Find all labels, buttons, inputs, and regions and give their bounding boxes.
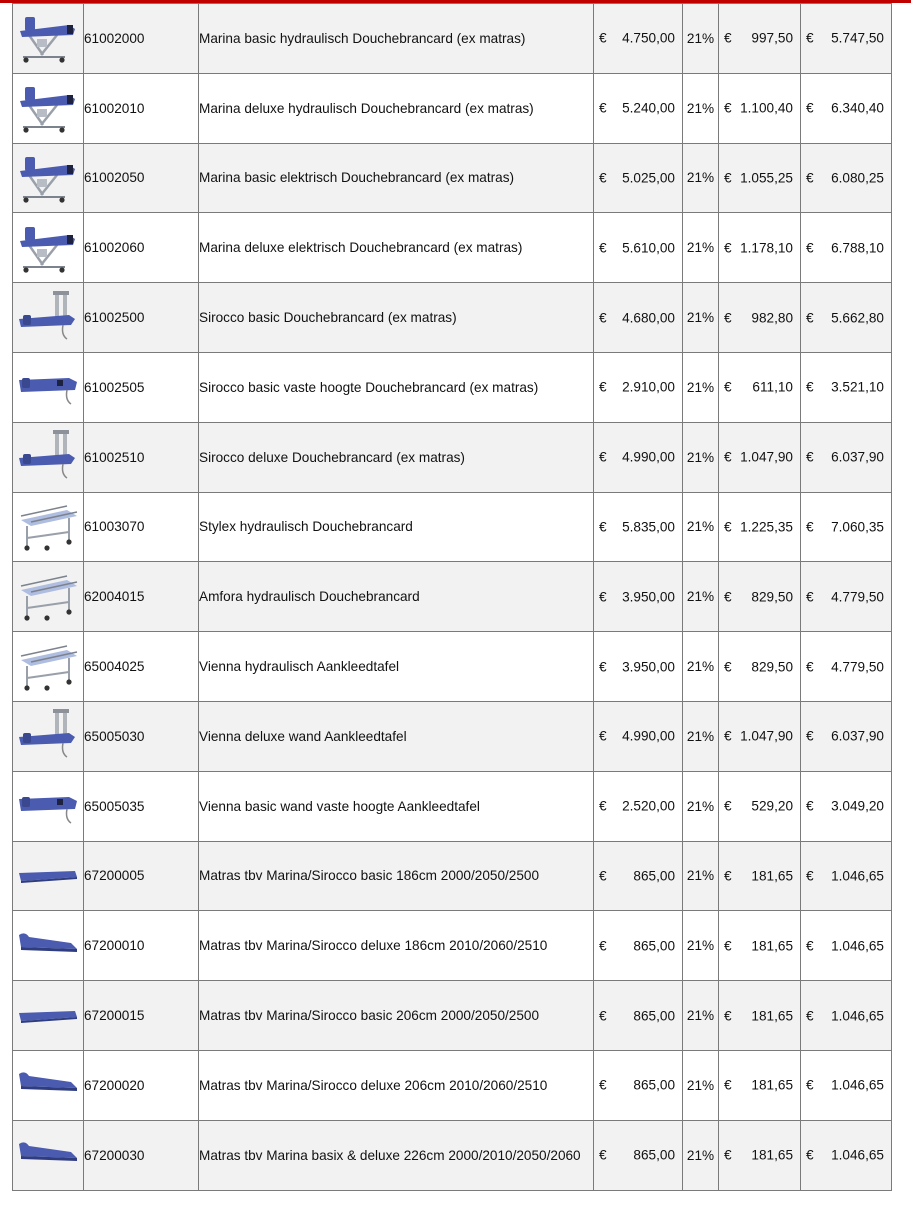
- table-row: [13, 283, 892, 353]
- price-excl-vat: [594, 422, 683, 492]
- currency-symbol: €: [806, 100, 814, 116]
- price-excl-vat: [594, 4, 683, 74]
- vat-amount: 829,50: [751, 589, 793, 605]
- price-excl-vat: [594, 73, 683, 143]
- table-row: [13, 492, 892, 562]
- product-description: Marina basic hydraulisch Douchebrancard (ex matras): [199, 4, 594, 74]
- price-incl-vat: [801, 701, 892, 771]
- article-code: 67200010: [84, 911, 199, 981]
- stretcher-hydraulic-icon: [13, 149, 83, 207]
- price-incl-vat: [801, 4, 892, 74]
- table-row: [13, 1120, 892, 1190]
- currency-symbol: €: [724, 589, 732, 605]
- currency-symbol: €: [599, 798, 607, 814]
- currency-symbol: €: [599, 728, 607, 744]
- currency-symbol: €: [599, 240, 607, 256]
- price-excl-vat: [594, 981, 683, 1051]
- vat-amount-cell: [719, 911, 801, 981]
- currency-symbol: €: [806, 868, 814, 884]
- product-image-cell: [13, 143, 84, 213]
- article-code: 65005035: [84, 771, 199, 841]
- currency-symbol: €: [599, 519, 607, 535]
- product-description: Vienna basic wand vaste hoogte Aankleedtafel: [199, 771, 594, 841]
- vat-amount-cell: [719, 1050, 801, 1120]
- currency-symbol: €: [599, 589, 607, 605]
- table-row: [13, 562, 892, 632]
- currency-symbol: €: [806, 310, 814, 326]
- currency-symbol: €: [806, 379, 814, 395]
- product-image-cell: [13, 841, 84, 911]
- vat-amount: 1.047,90: [740, 728, 793, 744]
- vat-amount: 1.055,25: [740, 170, 793, 186]
- currency-symbol: €: [599, 449, 607, 465]
- vat-amount: 181,65: [751, 1077, 793, 1093]
- price-excl-vat: [594, 283, 683, 353]
- currency-symbol: €: [599, 30, 607, 46]
- article-code: 67200030: [84, 1120, 199, 1190]
- currency-symbol: €: [724, 310, 732, 326]
- stretcher-flat-icon: [13, 358, 83, 416]
- product-image-cell: [13, 4, 84, 74]
- currency-symbol: €: [599, 1077, 607, 1093]
- product-image-cell: [13, 352, 84, 422]
- total-amount: 6.340,40: [831, 100, 884, 116]
- table-row: [13, 911, 892, 981]
- price-amount: 4.750,00: [622, 30, 675, 46]
- total-amount: 1.046,65: [831, 1147, 884, 1163]
- price-incl-vat: [801, 213, 892, 283]
- article-code: 61002500: [84, 283, 199, 353]
- total-amount: 1.046,65: [831, 1008, 884, 1024]
- currency-symbol: €: [724, 1008, 732, 1024]
- mattress-icon: [13, 987, 83, 1045]
- price-incl-vat: [801, 562, 892, 632]
- total-amount: 5.747,50: [831, 30, 884, 46]
- currency-symbol: €: [724, 659, 732, 675]
- price-excl-vat: [594, 1050, 683, 1120]
- currency-symbol: €: [599, 938, 607, 954]
- price-amount: 5.835,00: [622, 519, 675, 535]
- vat-amount: 181,65: [751, 938, 793, 954]
- currency-symbol: €: [806, 728, 814, 744]
- product-image-cell: [13, 981, 84, 1051]
- currency-symbol: €: [599, 659, 607, 675]
- currency-symbol: €: [724, 519, 732, 535]
- currency-symbol: €: [724, 379, 732, 395]
- price-excl-vat: [594, 632, 683, 702]
- vat-amount: 1.047,90: [740, 449, 793, 465]
- product-description: Sirocco deluxe Douchebrancard (ex matras): [199, 422, 594, 492]
- currency-symbol: €: [724, 868, 732, 884]
- total-amount: 4.779,50: [831, 589, 884, 605]
- total-amount: 1.046,65: [831, 868, 884, 884]
- price-amount: 5.025,00: [622, 170, 675, 186]
- article-code: 67200005: [84, 841, 199, 911]
- vat-amount: 1.100,40: [740, 100, 793, 116]
- currency-symbol: €: [599, 1147, 607, 1163]
- table-row: [13, 701, 892, 771]
- currency-symbol: €: [599, 868, 607, 884]
- currency-symbol: €: [806, 1008, 814, 1024]
- vat-rate: 21%: [683, 73, 719, 143]
- vat-amount-cell: [719, 1120, 801, 1190]
- price-amount: 865,00: [633, 1008, 675, 1024]
- price-amount: 865,00: [633, 1077, 675, 1093]
- vat-amount-cell: [719, 4, 801, 74]
- vat-amount-cell: [719, 981, 801, 1051]
- vat-amount: 611,10: [752, 379, 793, 395]
- price-excl-vat: [594, 352, 683, 422]
- total-amount: 6.080,25: [831, 170, 884, 186]
- price-excl-vat: [594, 1120, 683, 1190]
- currency-symbol: €: [599, 170, 607, 186]
- price-excl-vat: [594, 562, 683, 632]
- product-image-cell: [13, 562, 84, 632]
- stretcher-rail-icon: [13, 498, 83, 556]
- price-amount: 4.990,00: [622, 728, 675, 744]
- product-description: Marina basic elektrisch Douchebrancard (ex matras): [199, 143, 594, 213]
- currency-symbol: €: [806, 30, 814, 46]
- vat-amount-cell: [719, 632, 801, 702]
- price-incl-vat: [801, 422, 892, 492]
- vat-rate: 21%: [683, 632, 719, 702]
- price-amount: 2.910,00: [622, 379, 675, 395]
- price-excl-vat: [594, 492, 683, 562]
- price-amount: 2.520,00: [622, 798, 675, 814]
- article-code: 65005030: [84, 701, 199, 771]
- stretcher-rail-icon: [13, 638, 83, 696]
- currency-symbol: €: [806, 1147, 814, 1163]
- vat-amount: 181,65: [751, 1008, 793, 1024]
- vat-amount-cell: [719, 73, 801, 143]
- currency-symbol: €: [599, 310, 607, 326]
- product-image-cell: [13, 911, 84, 981]
- vat-rate: 21%: [683, 1120, 719, 1190]
- currency-symbol: €: [599, 1008, 607, 1024]
- currency-symbol: €: [806, 659, 814, 675]
- currency-symbol: €: [599, 379, 607, 395]
- price-excl-vat: [594, 841, 683, 911]
- currency-symbol: €: [806, 938, 814, 954]
- currency-symbol: €: [806, 240, 814, 256]
- price-incl-vat: [801, 771, 892, 841]
- vat-amount-cell: [719, 562, 801, 632]
- currency-symbol: €: [724, 938, 732, 954]
- vat-rate: 21%: [683, 422, 719, 492]
- vat-rate: 21%: [683, 4, 719, 74]
- vat-rate: 21%: [683, 701, 719, 771]
- product-image-cell: [13, 1120, 84, 1190]
- stretcher-wall-icon: [13, 289, 83, 347]
- vat-amount-cell: [719, 143, 801, 213]
- total-amount: 1.046,65: [831, 1077, 884, 1093]
- vat-amount: 181,65: [751, 1147, 793, 1163]
- product-description: Matras tbv Marina/Sirocco deluxe 206cm 2010/2060/2510: [199, 1050, 594, 1120]
- price-amount: 865,00: [633, 938, 675, 954]
- total-amount: 6.037,90: [831, 728, 884, 744]
- article-code: 67200015: [84, 981, 199, 1051]
- stretcher-flat-icon: [13, 777, 83, 835]
- mattress-deluxe-icon: [13, 1126, 83, 1184]
- currency-symbol: €: [806, 519, 814, 535]
- mattress-deluxe-icon: [13, 917, 83, 975]
- price-incl-vat: [801, 841, 892, 911]
- vat-rate: 21%: [683, 283, 719, 353]
- product-description: Stylex hydraulisch Douchebrancard: [199, 492, 594, 562]
- product-image-cell: [13, 73, 84, 143]
- price-amount: 3.950,00: [622, 659, 675, 675]
- article-code: 65004025: [84, 632, 199, 702]
- table-row: [13, 422, 892, 492]
- article-code: 61002050: [84, 143, 199, 213]
- total-amount: 6.788,10: [831, 240, 884, 256]
- vat-amount-cell: [719, 352, 801, 422]
- price-amount: 5.240,00: [622, 100, 675, 116]
- vat-rate: 21%: [683, 771, 719, 841]
- product-image-cell: [13, 701, 84, 771]
- currency-symbol: €: [724, 100, 732, 116]
- product-description: Vienna hydraulisch Aankleedtafel: [199, 632, 594, 702]
- table-row: [13, 4, 892, 74]
- stretcher-hydraulic-icon: [13, 219, 83, 277]
- product-image-cell: [13, 771, 84, 841]
- price-amount: 4.680,00: [622, 310, 675, 326]
- currency-symbol: €: [599, 100, 607, 116]
- article-code: 62004015: [84, 562, 199, 632]
- table-row: [13, 213, 892, 283]
- article-code: 61002010: [84, 73, 199, 143]
- price-excl-vat: [594, 143, 683, 213]
- price-incl-vat: [801, 1120, 892, 1190]
- price-incl-vat: [801, 352, 892, 422]
- article-code: 61003070: [84, 492, 199, 562]
- vat-amount-cell: [719, 283, 801, 353]
- total-amount: 4.779,50: [831, 659, 884, 675]
- table-row: [13, 771, 892, 841]
- table-row: [13, 841, 892, 911]
- price-incl-vat: [801, 283, 892, 353]
- total-amount: 3.049,20: [831, 798, 884, 814]
- price-amount: 4.990,00: [622, 449, 675, 465]
- article-code: 61002510: [84, 422, 199, 492]
- product-description: Sirocco basic Douchebrancard (ex matras): [199, 283, 594, 353]
- vat-amount: 529,20: [751, 798, 793, 814]
- table-row: [13, 1050, 892, 1120]
- vat-amount-cell: [719, 841, 801, 911]
- stretcher-hydraulic-icon: [13, 79, 83, 137]
- vat-rate: 21%: [683, 841, 719, 911]
- table-row: [13, 352, 892, 422]
- price-excl-vat: [594, 911, 683, 981]
- currency-symbol: €: [724, 728, 732, 744]
- vat-amount-cell: [719, 492, 801, 562]
- vat-rate: 21%: [683, 1050, 719, 1120]
- mattress-icon: [13, 847, 83, 905]
- currency-symbol: €: [806, 798, 814, 814]
- product-image-cell: [13, 213, 84, 283]
- vat-amount: 997,50: [751, 30, 793, 46]
- vat-rate: 21%: [683, 981, 719, 1051]
- total-amount: 3.521,10: [831, 379, 884, 395]
- currency-symbol: €: [724, 1147, 732, 1163]
- vat-rate: 21%: [683, 213, 719, 283]
- product-description: Matras tbv Marina/Sirocco basic 186cm 2000/2050/2500: [199, 841, 594, 911]
- vat-rate: 21%: [683, 143, 719, 213]
- product-description: Marina deluxe hydraulisch Douchebrancard (ex matras): [199, 73, 594, 143]
- product-description: Matras tbv Marina/Sirocco basic 206cm 2000/2050/2500: [199, 981, 594, 1051]
- price-incl-vat: [801, 632, 892, 702]
- total-amount: 7.060,35: [831, 519, 884, 535]
- product-description: Matras tbv Marina basix & deluxe 226cm 2000/2010/2050/2060: [199, 1120, 594, 1190]
- total-amount: 1.046,65: [831, 938, 884, 954]
- price-incl-vat: [801, 492, 892, 562]
- stretcher-rail-icon: [13, 568, 83, 626]
- currency-symbol: €: [724, 449, 732, 465]
- currency-symbol: €: [724, 240, 732, 256]
- price-amount: 5.610,00: [622, 240, 675, 256]
- price-excl-vat: [594, 701, 683, 771]
- total-amount: 6.037,90: [831, 449, 884, 465]
- mattress-deluxe-icon: [13, 1056, 83, 1114]
- table-row: [13, 73, 892, 143]
- product-image-cell: [13, 1050, 84, 1120]
- vat-amount-cell: [719, 213, 801, 283]
- price-incl-vat: [801, 1050, 892, 1120]
- article-code: 61002060: [84, 213, 199, 283]
- product-image-cell: [13, 492, 84, 562]
- currency-symbol: €: [806, 449, 814, 465]
- product-image-cell: [13, 283, 84, 353]
- article-code: 61002505: [84, 352, 199, 422]
- vat-rate: 21%: [683, 492, 719, 562]
- currency-symbol: €: [806, 589, 814, 605]
- table-row: [13, 981, 892, 1051]
- stretcher-wall-icon: [13, 428, 83, 486]
- price-incl-vat: [801, 143, 892, 213]
- vat-amount-cell: [719, 422, 801, 492]
- table-row: [13, 143, 892, 213]
- product-image-cell: [13, 632, 84, 702]
- vat-rate: 21%: [683, 562, 719, 632]
- price-incl-vat: [801, 911, 892, 981]
- total-amount: 5.662,80: [831, 310, 884, 326]
- currency-symbol: €: [724, 798, 732, 814]
- currency-symbol: €: [724, 30, 732, 46]
- vat-amount-cell: [719, 701, 801, 771]
- vat-amount: 1.225,35: [740, 519, 793, 535]
- product-description: Sirocco basic vaste hoogte Douchebrancard (ex matras): [199, 352, 594, 422]
- currency-symbol: €: [724, 1077, 732, 1093]
- vat-amount: 181,65: [751, 868, 793, 884]
- currency-symbol: €: [724, 170, 732, 186]
- table-row: [13, 632, 892, 702]
- product-image-cell: [13, 422, 84, 492]
- product-description: Amfora hydraulisch Douchebrancard: [199, 562, 594, 632]
- currency-symbol: €: [806, 170, 814, 186]
- product-description: Matras tbv Marina/Sirocco deluxe 186cm 2010/2060/2510: [199, 911, 594, 981]
- vat-rate: 21%: [683, 911, 719, 981]
- vat-amount: 829,50: [751, 659, 793, 675]
- price-incl-vat: [801, 981, 892, 1051]
- price-excl-vat: [594, 771, 683, 841]
- vat-amount: 1.178,10: [740, 240, 793, 256]
- article-code: 67200020: [84, 1050, 199, 1120]
- vat-rate: 21%: [683, 352, 719, 422]
- stretcher-hydraulic-icon: [13, 9, 83, 67]
- price-list-table: [12, 3, 892, 1191]
- vat-amount: 982,80: [751, 310, 793, 326]
- stretcher-wall-icon: [13, 707, 83, 765]
- currency-symbol: €: [806, 1077, 814, 1093]
- price-incl-vat: [801, 73, 892, 143]
- price-amount: 865,00: [633, 1147, 675, 1163]
- article-code: 61002000: [84, 4, 199, 74]
- price-amount: 3.950,00: [622, 589, 675, 605]
- vat-amount-cell: [719, 771, 801, 841]
- product-description: Vienna deluxe wand Aankleedtafel: [199, 701, 594, 771]
- price-excl-vat: [594, 213, 683, 283]
- product-description: Marina deluxe elektrisch Douchebrancard (ex matras): [199, 213, 594, 283]
- price-amount: 865,00: [633, 868, 675, 884]
